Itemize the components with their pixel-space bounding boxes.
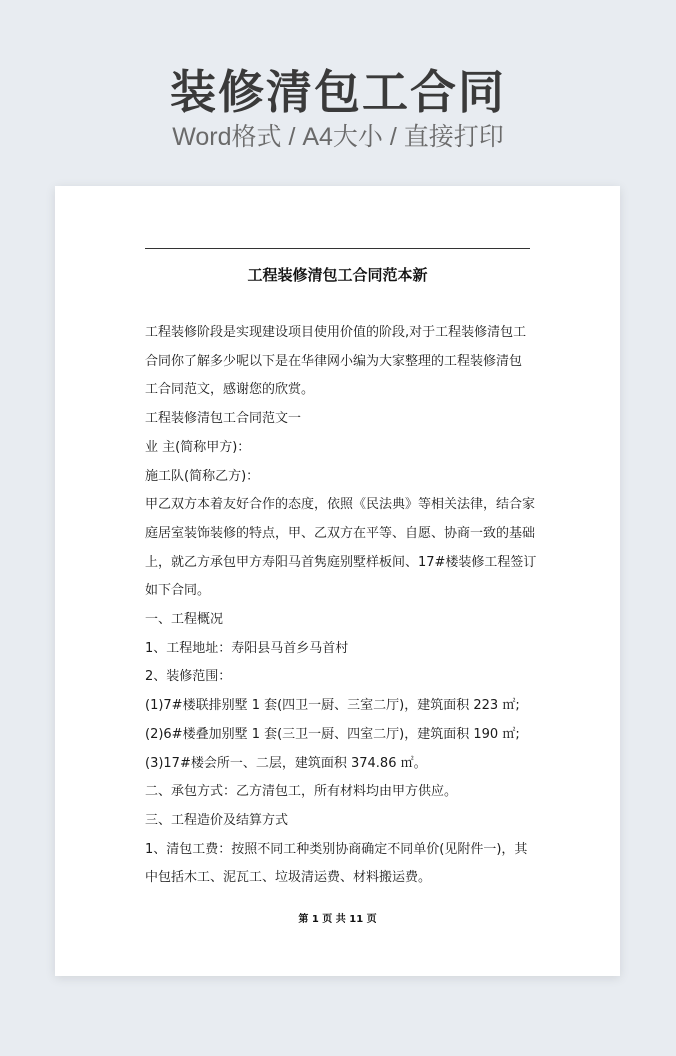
document-title: 工程装修清包工合同范本新 — [247, 266, 428, 284]
body-line: 二、承包方式：乙方清包工，所有材料均由甲方供应。 — [145, 784, 458, 800]
body-line: 1、清包工费：按照不同工种类别协商确定不同单价(见附件一)，其 — [145, 841, 528, 857]
page-footer: 第 1 页 共 11 页 — [298, 914, 377, 925]
body-line: 中包括木工、泥瓦工、垃圾清运费、材料搬运费。 — [145, 870, 432, 886]
body-line: 合同你了解多少呢以下是在华律网小编为大家整理的工程装修清包 — [145, 353, 523, 369]
body-line: (1)7#楼联排别墅 1 套(四卫一厨、三室二厅)，建筑面积 223 ㎡; — [145, 698, 520, 714]
body-line: 一、工程概况 — [145, 612, 224, 628]
document-page — [55, 186, 620, 976]
body-line: 甲乙双方本着友好合作的态度，依照《民法典》等相关法律，结合家 — [145, 497, 536, 513]
body-line: (2)6#楼叠加别墅 1 套(三卫一厨、四室二厅)，建筑面积 190 ㎡; — [145, 726, 520, 742]
body-line: 业 主(简称甲方)： — [145, 439, 251, 455]
body-line: 1、工程地址：寿阳县马首乡马首村 — [145, 640, 349, 656]
banner-subtitle: Word格式 / A4大小 / 直接打印 — [172, 123, 504, 151]
body-line: 上，就乙方承包甲方寿阳马首隽庭别墅样板间、17#楼装修工程签订 — [145, 554, 537, 570]
body-line: (3)17#楼会所一、二层，建筑面积 374.86 ㎡。 — [145, 755, 427, 771]
body-line: 2、装修范围： — [145, 669, 232, 685]
body-line: 庭居室装饰装修的特点，甲、乙双方在平等、自愿、协商一致的基础 — [145, 525, 536, 541]
body-line: 如下合同。 — [145, 583, 211, 599]
body-line: 施工队(简称乙方)： — [145, 468, 260, 484]
body-line: 工程装修清包工合同范文一 — [145, 411, 302, 427]
banner — [0, 0, 676, 170]
header-rule — [145, 248, 530, 249]
document-body — [145, 319, 537, 893]
body-line: 工程装修阶段是实现建设项目使用价值的阶段,对于工程装修清包工 — [145, 325, 527, 340]
banner-title: 装修清包工合同 — [170, 65, 506, 119]
body-line: 工合同范文，感谢您的欣赏。 — [145, 382, 315, 398]
body-line: 三、工程造价及结算方式 — [145, 812, 289, 828]
